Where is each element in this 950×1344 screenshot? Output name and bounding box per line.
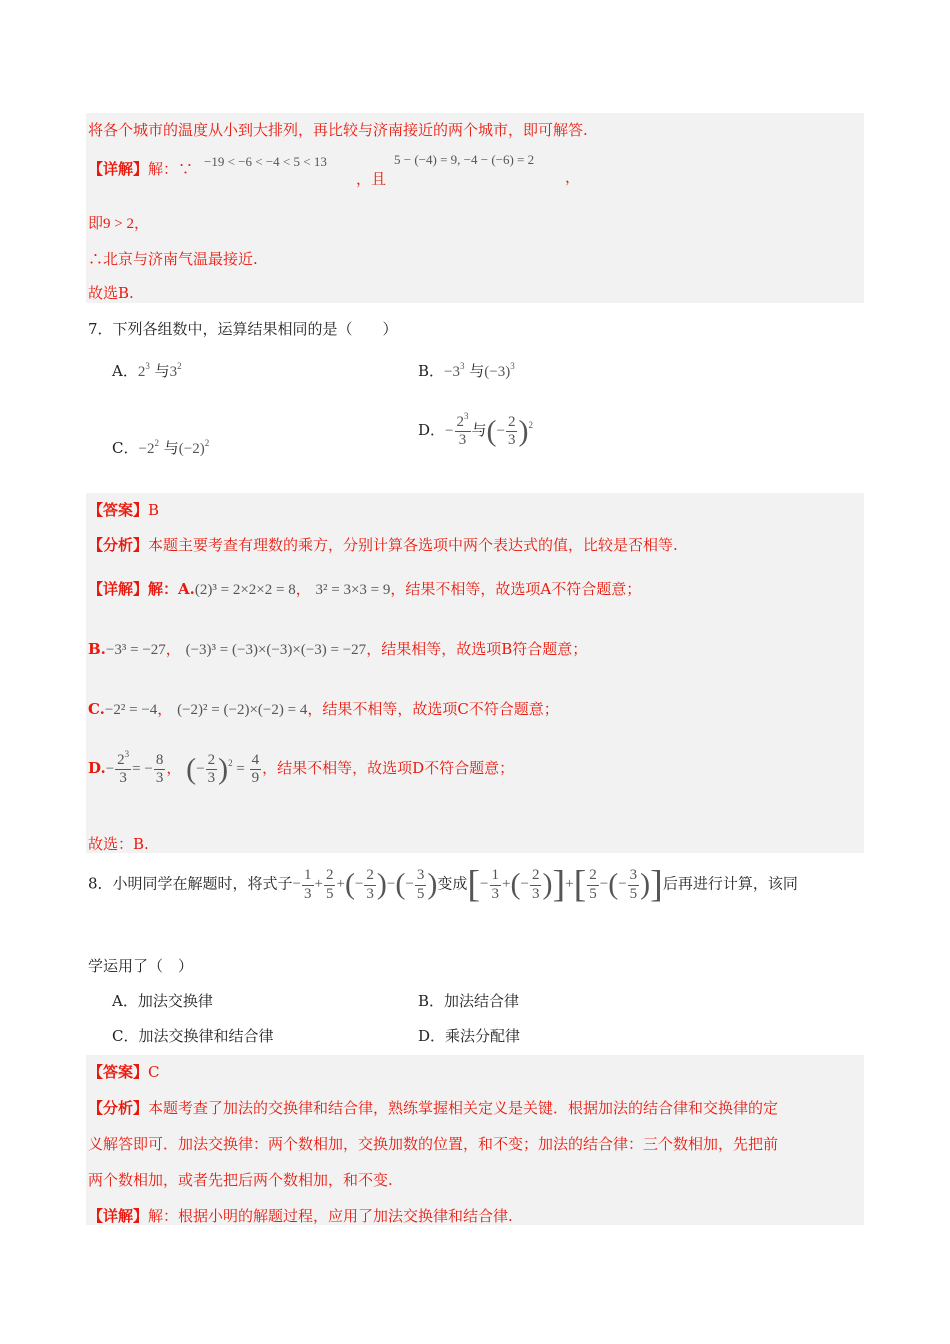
q8-regrouped-expression: [− $\frac{1}{3}$ +(− $\frac{2}{3}$ )]+[ $\frac{2}{5}$ −(− $\frac{3}{5}$ )] [467, 864, 663, 906]
q8-stem-part1: 8．小明同学在解题时，将式子 [88, 874, 293, 893]
q8-detail: 解：根据小明的解题过程，应用了加法交换律和结合律. [148, 1207, 513, 1225]
q8-option-b: B．加法结合律 [418, 992, 520, 1010]
q8-original-expression: − $\frac{1}{3}$ + $\frac{2}{5}$ +(− $\frac{2}{3}$ )−(− $\frac{3}{5}$ ) [292, 867, 438, 902]
q7-detail-d [88, 749, 515, 788]
q6-line3-math: 9 > 2 [103, 216, 134, 232]
q7-b-prefix: B. [88, 640, 106, 658]
q7-c-prefix: C. [88, 700, 105, 718]
q8-option-d: D．乘法分配律 [418, 1027, 521, 1045]
q7-b-math1: −3³ = −27 [105, 642, 166, 658]
q8-stem-part3: 后再进行计算，该同 [662, 874, 798, 893]
q6-conclusion-beijing: ∴北京与济南气温最接近. [88, 250, 258, 268]
q8-option-a: A．加法交换律 [112, 992, 213, 1010]
q7-detail-c [88, 698, 559, 719]
q7-with-c: 与 [163, 439, 179, 457]
q7-b-sep: ， [165, 640, 181, 658]
q7-a-text: ，结果不相等，故选项A不符合题意； [390, 580, 642, 598]
q7-detail-b [88, 638, 587, 659]
q7-conclusion: 故选：B. [88, 835, 149, 853]
q8-stem-line2: 学运用了（ ） [88, 957, 194, 975]
q6-detail-label: 【详解】 [88, 160, 149, 178]
q7-a-math1: (2)³ = 2×2×2 = 8 [194, 582, 296, 598]
q7-b-math2: (−3)³ = (−3)×(−3)×(−3) = −27 [185, 642, 367, 658]
q7-option-a: A．$2^3$ 与$3^2$ [112, 361, 182, 380]
q7-c-sep: ， [157, 700, 173, 718]
q6-inequality-chain: −19 < −6 < −4 < 5 < 13 [204, 154, 327, 169]
q7-answer-label: 【答案】 [88, 501, 149, 519]
q7-d-sep: ， [166, 759, 182, 778]
q7-analysis: 本题主要考查有理数的乘方，分别计算各选项中两个表达式的值，比较是否相等. [148, 536, 678, 554]
q7-answer-line [88, 499, 159, 520]
q7-with-b: 与 [469, 362, 485, 380]
q6-difference-calc: 5 − (−4) = 9, −4 − (−6) = 2 [394, 152, 535, 167]
q8-stem-line1 [88, 866, 798, 904]
q8-stem-part2: 变成 [437, 874, 468, 893]
q8-detail-line [88, 1205, 513, 1226]
q6-comma: ， [565, 168, 581, 186]
q7-option-d-label: D． [418, 421, 446, 440]
q7-a-sep: ， [295, 580, 311, 598]
q7-d-text: ，结果不相等，故选项D不符合题意； [262, 759, 515, 778]
q7-analysis-label: 【分析】 [88, 536, 149, 554]
q6-line3-suffix: ， [133, 214, 149, 232]
q7-d-prefix: D. [88, 759, 106, 778]
q7-detail-label: 【详解】 [88, 580, 149, 598]
q7-option-c: C．$-2^2$ 与$(-2)^2$ [112, 438, 210, 457]
q7-d-math1: − $\frac{2^3}{3}$ = − $\frac{8}{3}$ [105, 749, 164, 787]
q6-detail-text: 解： [148, 160, 179, 178]
q7-c-text: ，结果不相等，故选项C不符合题意； [307, 700, 559, 718]
q8-analysis-line1 [88, 1097, 778, 1118]
q6-line3 [88, 212, 149, 233]
q7-stem: 7．下列各组数中，运算结果相同的是（ ） [88, 320, 398, 338]
q8-analysis-label: 【分析】 [88, 1099, 149, 1117]
q7-option-b-label: B． [418, 362, 445, 380]
q7-a-math2: 3² = 3×3 = 9 [315, 582, 391, 598]
q8-answer-line [88, 1061, 160, 1082]
q8-detail-label: 【详解】 [88, 1207, 149, 1225]
q8-analysis-l1: 本题考查了加法的交换律和结合律，熟练掌握相关定义是关键．根据加法的结合律和交换律的定 [148, 1099, 779, 1117]
q7-with-d: 与 [471, 421, 487, 440]
q7-answer: B [148, 501, 160, 519]
q6-line3-prefix: 即 [88, 214, 104, 232]
q7-c-math1: −2² = −4 [104, 702, 158, 718]
q7-option-d: D．− $\frac{2^3}{3}$ 与(− $\frac{2}{3}$ )$^2$ [418, 411, 533, 449]
q7-detail-a [88, 578, 641, 599]
q8-answer: C [148, 1063, 160, 1081]
q7-analysis-line [88, 534, 678, 555]
q7-b-text: ，结果相等，故选项B符合题意； [366, 640, 588, 658]
q7-option-a-label: A． [112, 362, 138, 380]
q6-because-symbol: ∵ [178, 160, 194, 178]
q6-detail-line [88, 158, 193, 179]
q7-c-math2: (−2)² = (−2)×(−2) = 4 [177, 702, 308, 718]
q8-option-c: C．加法交换律和结合律 [112, 1027, 274, 1045]
q6-solution-block [86, 113, 864, 303]
q7-with-a: 与 [154, 362, 170, 380]
q6-analysis-tail: 将各个城市的温度从小到大排列，再比较与济南接近的两个城市，即可解答. [88, 121, 588, 139]
q8-analysis-line2: 义解答即可．加法交换律：两个数相加，交换加数的位置，和不变；加法的结合律：三个数相加，先把前 [88, 1135, 779, 1153]
q8-analysis-line3: 两个数相加，或者先把后两个数相加，和不变. [88, 1171, 393, 1189]
q6-choose-b: 故选B. [88, 284, 134, 302]
q7-option-b: B．$-3^3$ 与$(-3)^3$ [418, 361, 515, 380]
q7-option-c-label: C． [112, 439, 139, 457]
q7-detail-prefix: 解：A. [148, 580, 195, 598]
q8-answer-label: 【答案】 [88, 1063, 149, 1081]
q6-and-text: ，且 [356, 170, 387, 188]
q7-d-math2: (− $\frac{2}{3}$ )$^2$ = $\frac{4}{9}$ [186, 752, 260, 787]
